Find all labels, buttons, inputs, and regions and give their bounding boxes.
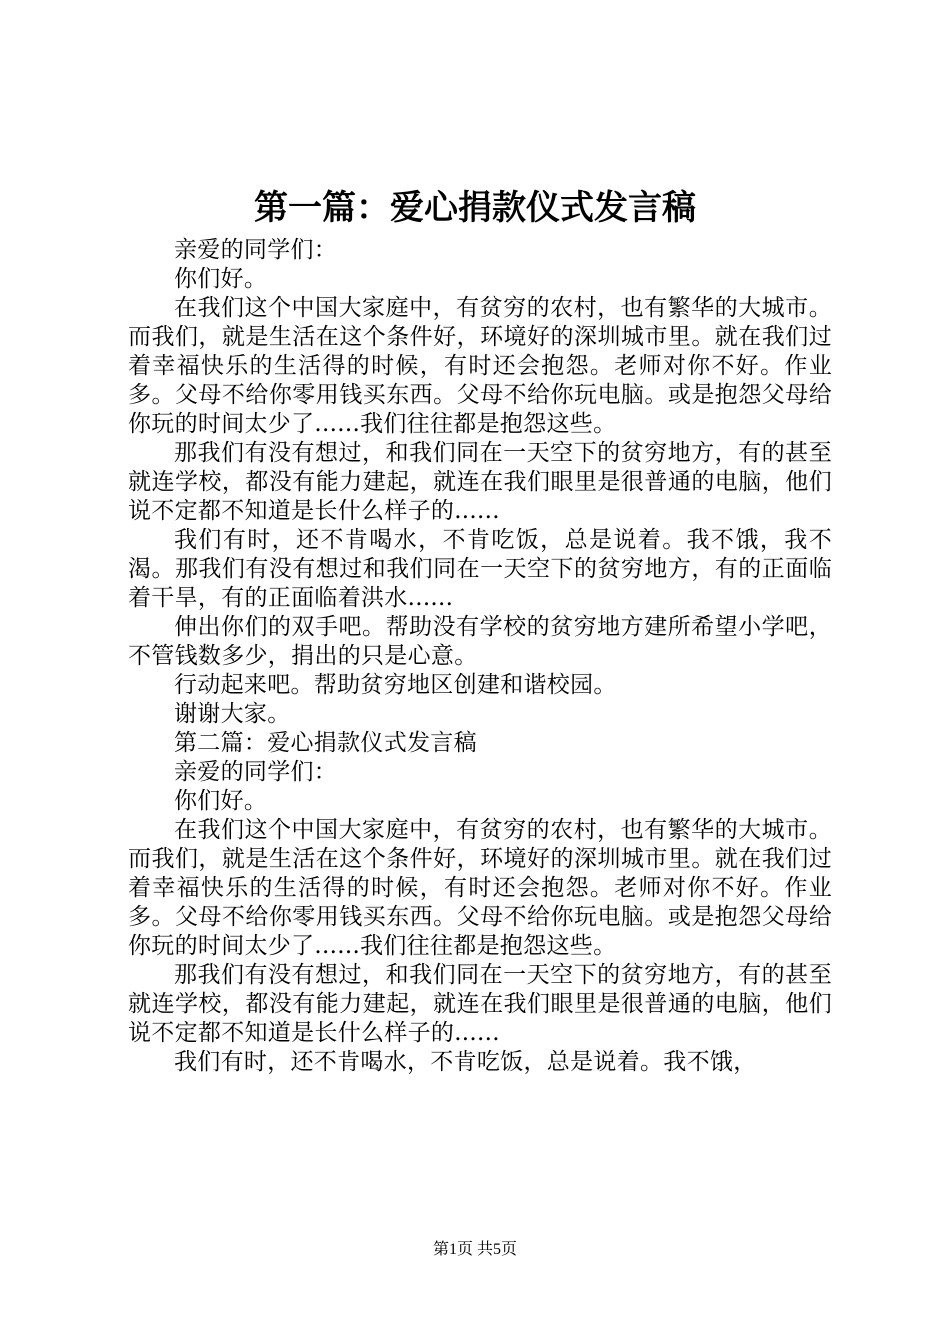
paragraph: 伸出你们的双手吧。帮助没有学校的贫穷地方建所希望小学吧，不管钱数多少，捐出的只是心意。	[128, 614, 832, 669]
document-body	[128, 236, 832, 1077]
paragraph: 那我们有没有想过，和我们同在一天空下的贫穷地方，有的甚至就连学校，都没有能力建起，就连在我们眼里是很普通的电脑，他们说不定都不知道是长什么样子的......	[128, 440, 832, 524]
paragraph: 亲爱的同学们：	[174, 759, 338, 785]
page-number: 第1页 共5页	[432, 1241, 517, 1258]
paragraph: 谢谢大家。	[174, 701, 291, 727]
paragraph: 在我们这个中国大家庭中，有贫穷的农村，也有繁华的大城市。而我们，就是生活在这个条件好，环境好的深圳城市里。就在我们过着幸福快乐的生活得的时候，有时还会抱怨。老师对你不好。作业多。父母不给你零用钱买东西。父母不给你玩电脑。或是抱怨父母给你玩的时间太少了......我们往往都是抱怨这些。	[128, 295, 832, 437]
paragraph: 在我们这个中国大家庭中，有贫穷的农村，也有繁华的大城市。而我们，就是生活在这个条件好，环境好的深圳城市里。就在我们过着幸福快乐的生活得的时候，有时还会抱怨。老师对你不好。作业多。父母不给你零用钱买东西。父母不给你玩电脑。或是抱怨父母给你玩的时间太少了......我们往往都是抱怨这些。	[128, 817, 832, 959]
paragraph: 那我们有没有想过，和我们同在一天空下的贫穷地方，有的甚至就连学校，都没有能力建起，就连在我们眼里是很普通的电脑，他们说不定都不知道是长什么样子的......	[128, 962, 832, 1046]
paragraph: 亲爱的同学们：	[174, 237, 338, 263]
paragraph: 你们好。	[174, 266, 268, 292]
section-heading: 第二篇：爱心捐款仪式发言稿	[174, 730, 477, 756]
paragraph: 你们好。	[174, 788, 268, 814]
paragraph: 行动起来吧。帮助贫穷地区创建和谐校园。	[174, 672, 617, 698]
paragraph: 我们有时，还不肯喝水，不肯吃饭，总是说着。我不饿，	[174, 1049, 757, 1075]
paragraph: 我们有时，还不肯喝水，不肯吃饭，总是说着。我不饿，我不渴。那我们有没有想过和我们同在一天空下的贫穷地方，有的正面临着干旱，有的正面临着洪水......	[128, 527, 832, 611]
document-title: 第一篇：爱心捐款仪式发言稿	[254, 188, 696, 228]
